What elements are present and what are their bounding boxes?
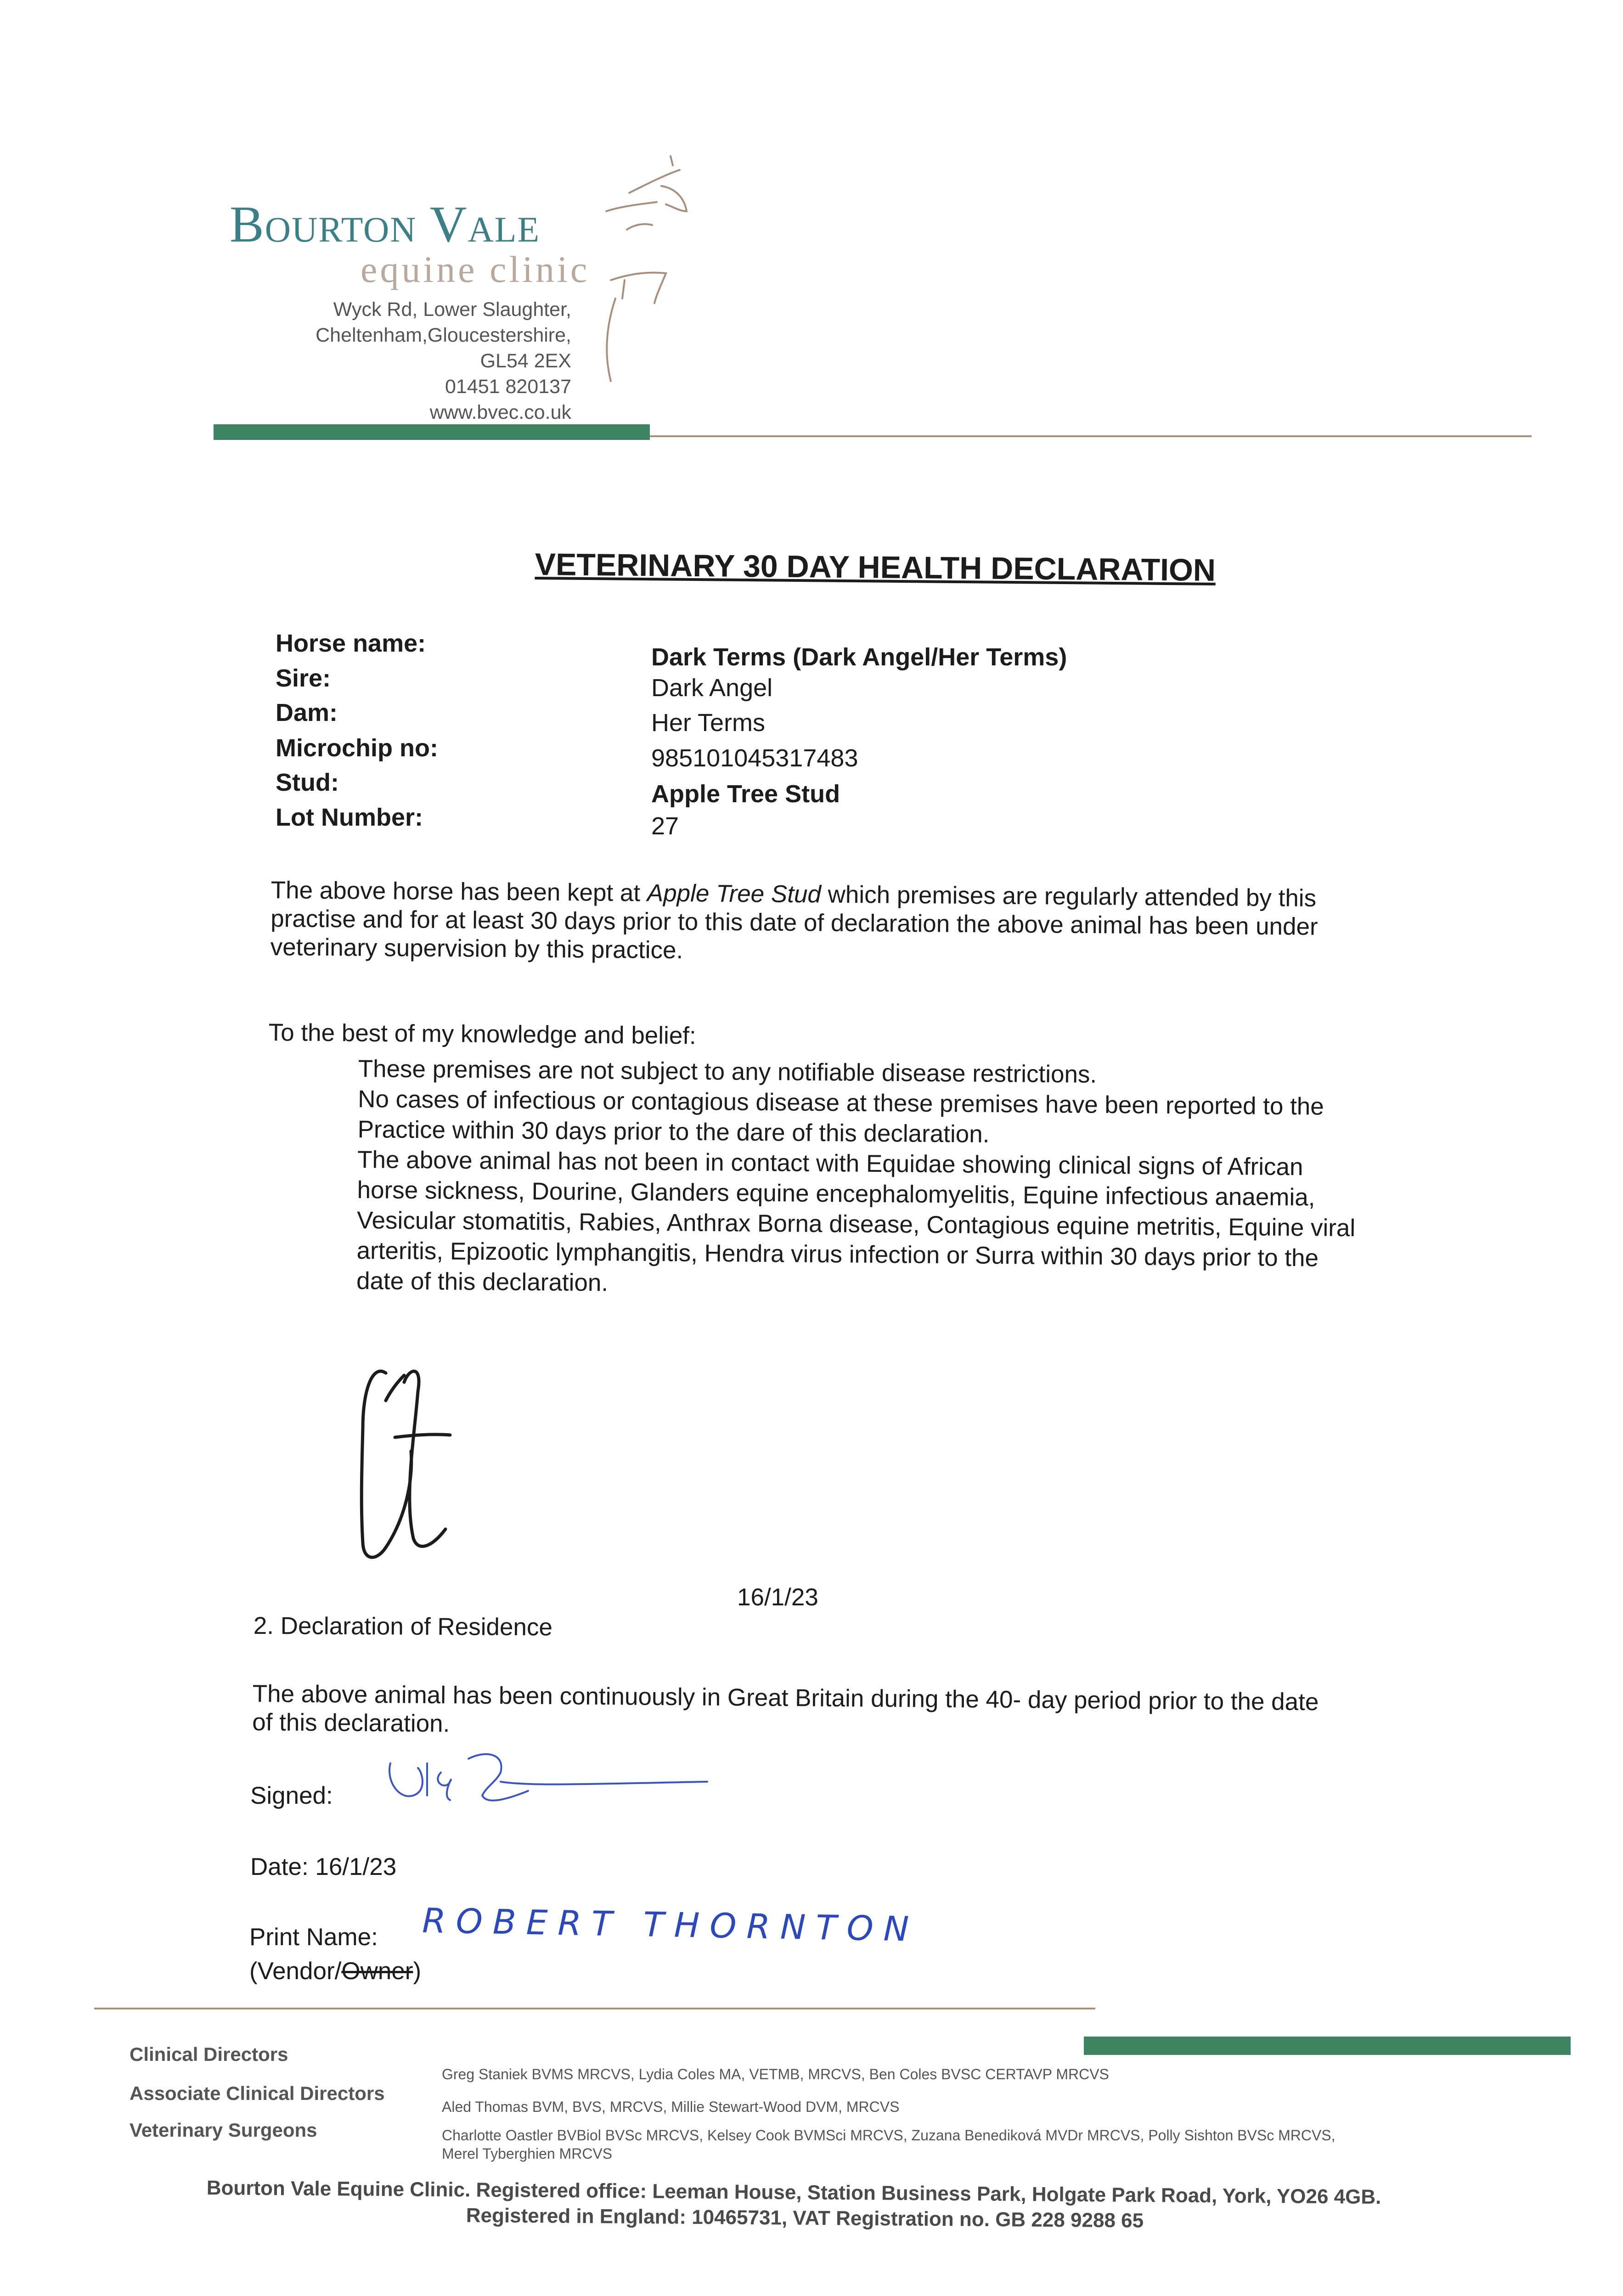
website-link[interactable]: www.bvec.co.uk [429,401,571,423]
registered-office: Bourton Vale Equine Clinic. Registered office: Leeman House, Station Business Park, Holgate Park Road, York, YO26 4GB. [206,2177,1381,2209]
vet-signature [335,1345,501,1575]
vet-signature-date: 16/1/23 [737,1584,818,1611]
clinical-directors-names: Greg Staniek BVMS MRCVS, Lydia Coles MA, VETMB, MRCVS, Ben Coles BVSC CERTAVP MRCVS [442,2066,1109,2082]
microchip-label: Microchip no: [276,734,438,762]
document-title: VETERINARY 30 DAY HEALTH DECLARATION [535,547,1216,588]
statement-line-1: The above horse has been kept at Apple Tree Stud which premises are regularly attended by this [270,877,1317,912]
dam-value: Her Terms [651,709,766,737]
residence-line-1: The above animal has been continuously in Great Britain during the 40- day period prior to the date [252,1680,1319,1716]
horse-logo-icon [592,142,698,404]
belief-intro: To the best of my knowledge and belief: [268,1019,696,1050]
veterinary-surgeons-names [442,2126,1336,2163]
sire-label: Sire: [276,664,331,692]
lot-number-value: 27 [651,812,679,840]
company-registration: Registered in England: 10465731, VAT Registration no. GB 228 9288 65 [466,2204,1144,2232]
sire-value: Dark Angel [651,674,773,702]
clinical-directors-title: Clinical Directors [130,2043,288,2065]
residence-date: Date: 16/1/23 [250,1853,397,1880]
header-accent-bar [214,424,650,440]
dam-label: Dam: [276,699,338,726]
stud-label: Stud: [276,769,339,796]
veterinary-surgeons-title: Veterinary Surgeons [130,2119,317,2141]
horse-name-value: Dark Terms (Dark Angel/Her Terms) [651,643,1067,671]
statement-paragraph [270,876,1319,970]
belief-line: Practice within 30 days prior to the dare of this declaration. [357,1115,990,1148]
footer-accent-bar [1084,2037,1571,2055]
microchip-value: 985101045317483 [651,744,858,772]
belief-line: The above animal has not been in contact with Equidae showing clinical signs of African [357,1146,1303,1181]
print-name-label: Print Name: [249,1924,378,1951]
address-line-1: Wyck Rd, Lower Slaughter, [333,298,571,321]
address-line-3: GL54 2EX [480,350,571,372]
clinic-name: Bourton Vale [230,196,541,253]
vendor-signature [377,1745,726,1823]
belief-line: These premises are not subject to any notifiable disease restrictions. [358,1055,1097,1088]
address-line-2: Cheltenham,Gloucestershire, [316,324,571,346]
veterinary-surgeons-line-1: Charlotte Oastler BVBiol BVSc MRCVS, Kelsey Cook BVMSci MRCVS, Zuzana Benediková MVDr MRCVS, Polly Sishton BVSc MRCVS, [442,2127,1336,2144]
vendor-role: (Vendor/Owner) [249,1958,422,1985]
belief-list [356,1054,1357,1304]
horse-name-label: Horse name: [276,630,426,657]
belief-line: No cases of infectious or contagious disease at these premises have been reported to the [357,1085,1324,1120]
statement-line-2: practise and for at least 30 days prior to this date of declaration the above animal has been under [270,905,1318,940]
belief-line: arteritis, Epizootic lymphangitis, Hendra virus infection or Surra within 30 days prior to the [356,1237,1319,1272]
belief-line: Vesicular stomatitis, Rabies, Anthrax Borna disease, Contagious equine metritis, Equine viral [356,1206,1356,1242]
statement-line-3: veterinary supervision by this practice. [270,933,683,964]
associate-directors-names: Aled Thomas BVM, BVS, MRCVS, Millie Stewart-Wood DVM, MRCVS [442,2099,900,2115]
lot-number-label: Lot Number: [276,804,423,831]
belief-line: date of this declaration. [356,1267,609,1297]
residence-line-2: of this declaration. [252,1708,450,1738]
residence-heading: 2. Declaration of Residence [253,1612,553,1641]
stud-value: Apple Tree Stud [651,780,840,808]
signed-label: Signed: [250,1782,333,1809]
associate-directors-title: Associate Clinical Directors [130,2082,385,2104]
residence-paragraph [252,1680,1319,1745]
veterinary-surgeons-line-2: Merel Tyberghien MRCVS [442,2145,613,2162]
print-name-value: ROBERT THORNTON [422,1901,919,1949]
header-divider [650,435,1532,437]
clinic-subtitle: equine clinic [361,248,590,290]
belief-line: horse sickness, Dourine, Glanders equine encephalomyelitis, Equine infectious anaemia, [357,1176,1315,1211]
phone-number: 01451 820137 [445,376,571,398]
footer-divider [94,2008,1095,2009]
